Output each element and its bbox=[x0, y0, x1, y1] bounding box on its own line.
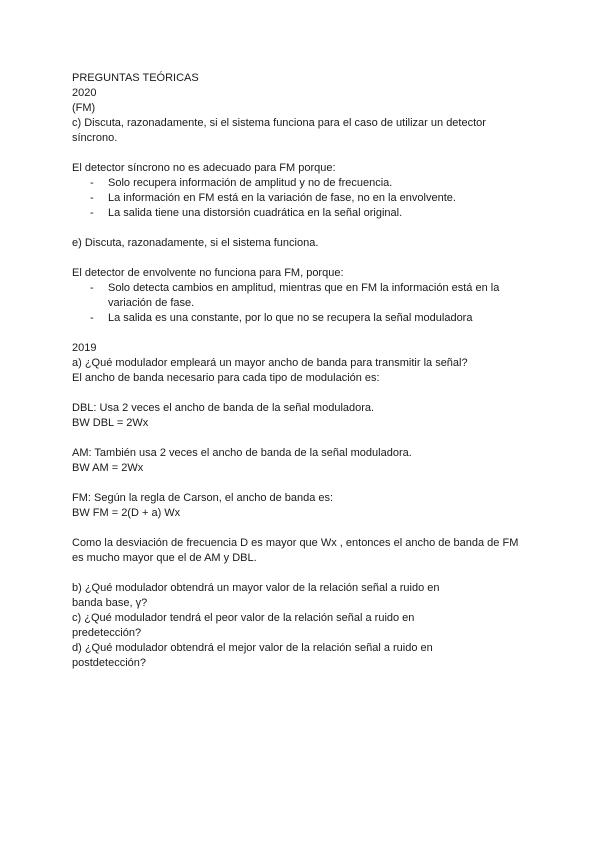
question-c-line2: síncrono. bbox=[72, 132, 118, 144]
spacer bbox=[72, 476, 532, 491]
am-description: AM: También usa 2 veces el ancho de banda de la señal moduladora. bbox=[72, 447, 412, 459]
list-item bbox=[72, 281, 532, 311]
question-a: a) ¿Qué modulador empleará un mayor ancho de banda para transmitir la señal? bbox=[72, 357, 468, 369]
spacer bbox=[72, 431, 532, 446]
bandwidth-intro: El ancho de banda necesario para cada tipo de modulación es: bbox=[72, 372, 380, 384]
question-c2-line1: c) ¿Qué modulador tendrá el peor valor de la relación señal a ruido en bbox=[72, 612, 415, 624]
bullet-dash: - bbox=[90, 177, 94, 189]
question-b-line2: banda base, γ? bbox=[72, 597, 148, 609]
conclusion-line1: Como la desviación de frecuencia D es mayor que Wx , entonces el ancho de banda de FM bbox=[72, 537, 519, 549]
question-b-line1: b) ¿Qué modulador obtendrá un mayor valor de la relación señal a ruido en bbox=[72, 582, 440, 594]
bullet-dash: - bbox=[90, 312, 94, 324]
document-body bbox=[72, 71, 532, 671]
question-d-line2: postdetección? bbox=[72, 657, 146, 669]
bullet-text: Solo detecta cambios en amplitud, mientras que en FM la información está en la variación de fase. bbox=[108, 282, 500, 309]
spacer bbox=[72, 521, 532, 536]
sync-detector-intro: El detector síncrono no es adecuado para FM porque: bbox=[72, 162, 336, 174]
conclusion-line2: es mucho mayor que el de AM y DBL. bbox=[72, 552, 257, 564]
bullet-dash: - bbox=[90, 282, 94, 294]
section-label-fm: (FM) bbox=[72, 102, 96, 114]
dbl-formula: BW DBL = 2Wx bbox=[72, 417, 149, 429]
spacer bbox=[72, 221, 532, 236]
question-d-line1: d) ¿Qué modulador obtendrá el mejor valor de la relación señal a ruido en bbox=[72, 642, 433, 654]
bullet-dash: - bbox=[90, 207, 94, 219]
list-item bbox=[72, 311, 532, 326]
question-c2-line2: predetección? bbox=[72, 627, 142, 639]
list-item bbox=[72, 191, 532, 206]
fm-formula: BW FM = 2(D + a) Wx bbox=[72, 507, 181, 519]
bullet-text: La salida tiene una distorsión cuadrática en la señal original. bbox=[108, 207, 403, 219]
spacer bbox=[72, 386, 532, 401]
spacer bbox=[72, 146, 532, 161]
bullet-text: Solo recupera información de amplitud y no de frecuencia. bbox=[108, 177, 393, 189]
fm-description: FM: Según la regla de Carson, el ancho de banda es: bbox=[72, 492, 334, 504]
bullet-text: La información en FM está en la variación de fase, no en la envolvente. bbox=[108, 192, 456, 204]
year-heading-2020: 2020 bbox=[72, 87, 97, 99]
dbl-description: DBL: Usa 2 veces el ancho de banda de la señal moduladora. bbox=[72, 402, 375, 414]
question-c-line1: c) Discuta, razonadamente, si el sistema funciona para el caso de utilizar un detector bbox=[72, 117, 486, 129]
year-heading-2019: 2019 bbox=[72, 342, 97, 354]
envelope-detector-intro: El detector de envolvente no funciona para FM, porque: bbox=[72, 267, 344, 279]
question-e: e) Discuta, razonadamente, si el sistema funciona. bbox=[72, 237, 319, 249]
envelope-detector-list bbox=[72, 281, 532, 326]
spacer bbox=[72, 566, 532, 581]
document-title: PREGUNTAS TEÓRICAS bbox=[72, 72, 199, 84]
bullet-dash: - bbox=[90, 192, 94, 204]
bullet-text: La salida es una constante, por lo que no se recupera la señal moduladora bbox=[108, 312, 473, 324]
spacer bbox=[72, 251, 532, 266]
am-formula: BW AM = 2Wx bbox=[72, 462, 144, 474]
spacer bbox=[72, 326, 532, 341]
list-item bbox=[72, 176, 532, 191]
sync-detector-list bbox=[72, 176, 532, 221]
list-item bbox=[72, 206, 532, 221]
